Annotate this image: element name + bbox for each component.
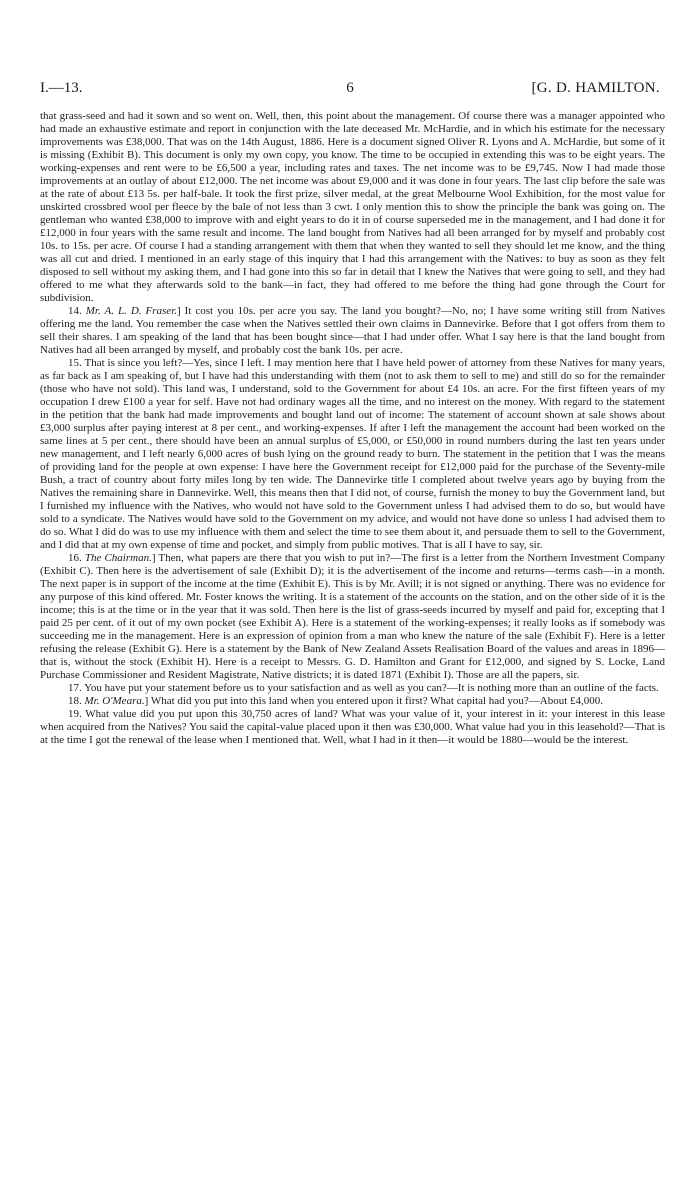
page-header [40, 80, 660, 102]
witness-name: [G. D. HAMILTON. [531, 80, 660, 96]
paragraph [40, 708, 665, 747]
question-number: 14. [68, 305, 86, 317]
paragraph-text: that grass-seed and had it sown and so went on. Well, then, this point about the management. Of course there was a manager appointed who had made an exhaustive estimate and report in conjunction with the late deceased Mr. McHardie, and in which his estimate for the necessary improvements was £38,000. That was on the 14th August, 1886. Here is a document signed Oliver R. Lyons and A. McHardie, but some of it is missing (Exhibit B). This document is only my own copy, you know. The time to be occupied in extending this was to be eight years. The working-expenses and rent were to be £6,500 a year, including rates and taxes. The net income was to be £9,745. Now I had made those improvements at an outlay of about £12,000. The net income was about £9,000 and it was done in four years. The last clip before the sale was at the rate of about £13 5s. per half-bale. It took the first prize, silver medal, at the great Melbourne Wool Exhibition, for the most value for unskirted crossbred wool per fleece by the bale of not less than 3 cwt. I only mention this to show the principle the bank was going on. The gentleman who wanted £38,000 to improve with and eight years to do it in of course superseded me in the management, and I had done it for £12,000 in four years with the same result and income. The land bought from Natives had all been arranged for by myself and probably cost 10s. to 15s. per acre. Of course I had a standing arrangement with them that when they wanted to sell they should let me know, and the thing was all cut and dried. I mentioned in an early stage of this inquiry that I had this arrangement with the Natives: to buy as soon as they felt disposed to sell without my asking them, and I had gone into this so far in detail that I knew the Natives that were going to sell, and they had offered to me what they afterwards sold to the bank—in fact, they had offered to me before the thing had gone through the Court for subdivision. [40, 110, 665, 304]
paragraph [40, 695, 665, 708]
question-number: 16. [68, 552, 85, 564]
page-number: 6 [346, 80, 354, 96]
paragraph [40, 552, 665, 682]
page-body [40, 110, 665, 747]
paragraph [40, 110, 665, 305]
speaker-name: Mr. A. L. D. Fraser. [85, 305, 178, 317]
paragraph-text: 17. You have put your statement before us to your satisfaction and as well as you can?—It is nothing more than an outline of the facts. [68, 682, 659, 694]
speaker-name: The Chairman. [84, 552, 152, 564]
paragraph-text: ] Then, what papers are there that you wish to put in?—The first is a letter from the Northern Investment Company (Exhibit C). Then here is the advertisement of sale (Exhibit D); it is the advertisement of the income and returns—terms cash—in a month. The next paper is in support of the income at the time (Exhibit E). This is by Mr. Avill; it is not signed or anything. There was no evidence for any purpose of this kind offered. Mr. Foster knows the writing. It is a statement of the accounts on the station, and on the other side of it is the income; this is at the time or in the year that it was sold. Then here is the list of grass-seeds incurred by myself and paid for, excepting that I paid 25 per cent. of it out of my own pocket (see Exhibit A). Here is a statement of the working-expenses; it really looks as if somebody was succeeding me in the management. Here is an expression of opinion from a man who knew the nature of the sale (Exhibit F). Here is a letter refusing the release (Exhibit G). Here is a statement by the Bank of New Zealand Assets Realisation Board of the values and areas in 1896—that is, without the stock (Exhibit H). Here is a receipt to Messrs. G. D. Hamilton and Grant for £12,000, and signed by S. Locke, Land Purchase Commissioner and Resident Magistrate, Native districts; it is dated 1871 (Exhibit I). Those are all the papers, sir. [40, 552, 665, 681]
paragraph [40, 305, 665, 357]
paragraph [40, 682, 665, 695]
paragraph-text: ] It cost you 10s. per acre you say. The land you bought?—No, no; I have some writing still from Natives offering me the land. You remember the case when the Natives settled their own claims in Dannevirke. Before that I got offers from them to sell their shares. I am speaking of the land that has been bought since—that I had under offer. What I say here is that the land bought from Natives had all been arranged by myself, and probably cost the bank 10s. per acre. [40, 305, 666, 356]
speaker-name: Mr. O'Meara. [84, 695, 145, 707]
paper-reference: I.—13. [40, 80, 83, 96]
paragraph-text: 15. That is since you left?—Yes, since I left. I may mention here that I have held power of attorney from these Natives for many years, as far back as I am speaking of, but I have had this understanding with them (not to ask them to sell to me) and still do so for the remainder (those who have not sold). This land was, I understand, sold to the Government for about £4 10s. an acre. For the first fifteen years of my occupation I drew £100 a year for self. Have not had ordinary wages all the time, and no interest on the money. With regard to the statement in the petition that the bank had made improvements and bought land out of income: The statement of account shown at sale shows about £3,000 surplus after paying interest at 8 per cent., and working-expenses. If after I left the management the account had been worked on the same lines at 5 per cent., there should have been an annual surplus of £5,000, or £50,000 in round numbers during the last ten years under new management, and I left nearly 6,000 acres of bush lying on the ground ready to burn. The statement in the petition that I was the means of providing land for the people at own expense: I have here the Government receipt for £12,000 paid for the purchase of the Seventy-mile Bush, a tract of country about forty miles long by ten wide. The Dannevirke title I completed about twelve years ago by buying from the Natives the remaining share in Dannevirke. Well, this means then that I did not, of course, furnish the money to buy the Government land, but I furnished my influence with the Natives, who would not have sold to the Government unless I had advised them to do so, but would have sold to a syndicate. The Natives would have sold to the Government on my advice, and would not have done so unless I had advised them to do so. What I did do was to use my influence with them and select the time to see them about it, and persuade them to sell to the Government, and I did that at my own expense of time and pocket, and simply from public motives. That is all I have to say, sir. [40, 357, 665, 551]
paragraph-text: 19. What value did you put upon this 30,750 acres of land? What was your value of it, your interest in it: your interest in this lease when acquired from the Natives? You said the capital-value placed upon it then was £30,000. What value had you in this leasehold?—That is at the time I got the renewal of the lease when I mentioned that. Well, what I had in it then—it would be 1880—would be the interest. [40, 708, 665, 746]
paragraph-text: ] What did you put into this land when you entered upon it first? What capital had you?—About £4,000. [144, 695, 604, 707]
question-number: 18. [68, 695, 85, 707]
paragraph [40, 357, 665, 552]
